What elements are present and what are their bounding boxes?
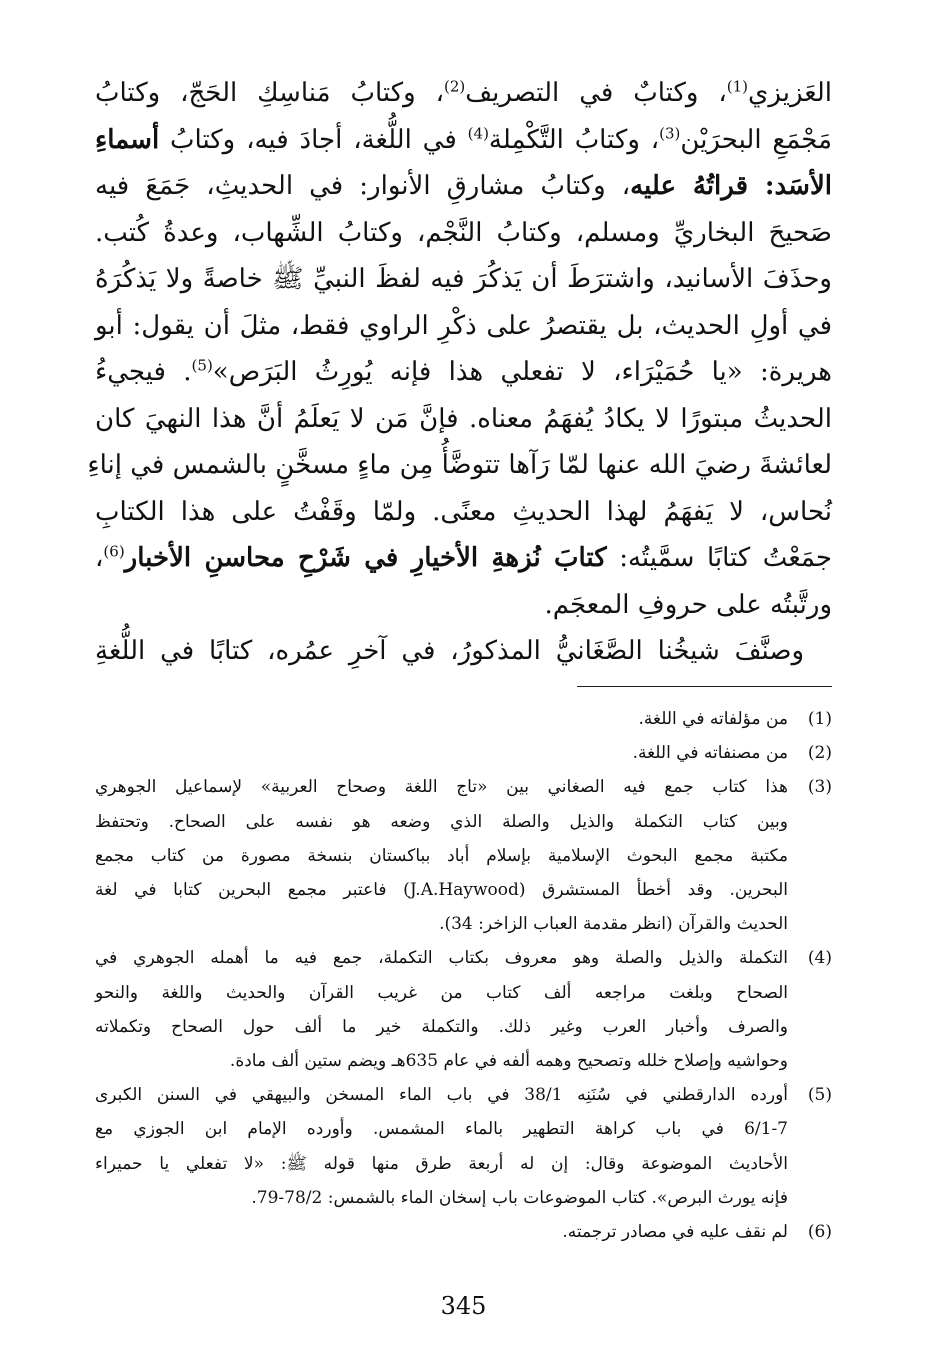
- footnote-number: (4): [807, 948, 832, 969]
- footnote-line: فإنه يورث البرص». كتاب الموضوعات باب إسخان الماء بالشمس: 78/2-79.: [251, 1187, 788, 1208]
- body-text-segment: ، وكتابُ مَناسِكِ الحَجّ، وكتابُ: [95, 78, 444, 108]
- body-line: [95, 163, 832, 210]
- footnote-line: وحواشيه وإصلاح خلله وتصحيح وهمه ألفه في عام 635هـ ويضم ستين ألف مادة.: [229, 1051, 788, 1072]
- body-text-segment: في أولِ الحديث، بل يقتصرُ على ذكْرِ الراوي فقط، مثلَ أن يقول: أبو: [95, 310, 832, 341]
- footnote-line: مكتبة مجمع البحوث الإسلامية بإسلام أباد بباكستان بنسخة مصورة من كتاب مجمع: [95, 845, 788, 866]
- body-line: [95, 117, 832, 164]
- footnote-line: والصرف وأخبار العرب وغير ذلك. والتكملة خير ما ألف حول الصحاح وتكملاته: [95, 1016, 788, 1037]
- footnote-number: (1): [807, 709, 832, 729]
- footnote-line: وبين كتاب التكملة والذيل والصلة الذي وضعه هو نفسه على الصحاح. وتحتفظ: [95, 811, 789, 832]
- body-line: [95, 210, 832, 257]
- body-text-segment: . فيجيءُ: [95, 357, 192, 387]
- footnote-line: لم نقف عليه في مصادر ترجمته.: [562, 1222, 788, 1243]
- footnote-text: [95, 1078, 788, 1215]
- body-line: [95, 349, 832, 396]
- body-line: [95, 256, 832, 303]
- footnote-line: من مصنفاته في اللغة.: [632, 743, 788, 764]
- footnote-text: [95, 736, 788, 770]
- bold-title: الأسَد: قراتُهُ عليه: [630, 171, 832, 201]
- body-text-segment: ، وكتابُ التَّكْمِلة: [488, 124, 660, 155]
- body-text-segment: وصنَّفَ شيخُنا الصَّغَانيُّ المذكورُ، في آخرِ عمُره، كتابًا في اللُّغةِ: [95, 636, 804, 666]
- footnote-line: أورده الدارقطني في سُنَنِه 38/1 في باب الماء المسخن والبيهقي في السنن الكبرى: [95, 1085, 788, 1106]
- body-line: [95, 303, 832, 350]
- footnote-text: [95, 1215, 788, 1249]
- footnote-text: [95, 770, 788, 941]
- body-text-segment: صَحيحَ البخاريِّ ومسلم، وكتابُ النَّجْم، وكتابُ الشِّهاب، وعدةُ كُتب.: [95, 217, 832, 248]
- footnote-line: من مؤلفاته في اللغة.: [638, 709, 788, 729]
- main-text-block: [87, 70, 832, 675]
- body-line: [95, 535, 832, 582]
- footnote: [95, 1078, 832, 1215]
- body-text-segment: ،: [95, 543, 104, 573]
- body-text-segment: وحذَفَ الأسانيد، واشترَطَ أن يَذكُرَ فيه لفظَ النبيِّ ﷺ خاصةً ولا يَذكُرَهُ: [95, 264, 832, 294]
- footnote-line: 6/1-7 في باب كراهة التطهير بالماء المشمس. وأورده الإمام ابن الجوزي مع: [95, 1119, 788, 1140]
- body-text-segment: نُحاس، لا يَفهَمُ لهذا الحديثِ معنًى. ولمّا وقَفْتُ على هذا الكتابِ: [95, 496, 832, 527]
- footnote-text: [95, 941, 788, 1078]
- footnote-reference: (1): [726, 77, 749, 96]
- footnote-line: البحرين. وقد أخطأ المستشرق (J.A.Haywood) فاعتبر مجمع البحرين كتابا في لغة: [95, 880, 788, 901]
- footnote-text: [95, 702, 788, 736]
- footnote: [95, 941, 832, 1078]
- footnote-reference: (3): [659, 123, 681, 142]
- footnote-line: الأحاديث الموضوعة وقال: إن له أربعة طرق منها قوله ﷺ: «لا تفعلي يا حميراء: [95, 1153, 788, 1174]
- footnote-reference: (6): [103, 542, 125, 561]
- footnote: [95, 770, 832, 941]
- footnote-reference: (5): [191, 356, 213, 375]
- footnote-line: الحديث والقرآن (انظر مقدمة العباب الزاخر: 34).: [439, 914, 788, 935]
- body-text-segment: العَزيزي: [748, 78, 832, 108]
- body-text-segment: ورتَّبتُه على حروفِ المعجَم.: [544, 589, 832, 620]
- footnotes-section: [95, 702, 832, 1249]
- footnote-line: هذا كتاب جمع فيه الصغاني بين «تاج اللغة وصحاح العربية» لإسماعيل الجوهري: [95, 777, 788, 798]
- footnote-number: (3): [807, 777, 832, 798]
- body-text-segment: هريرة: «يا حُمَيْرَاء، لا تفعلي هذا فإنه يُورِثُ البَرَص»: [212, 357, 832, 387]
- footnote-reference: (2): [443, 77, 466, 96]
- body-line: [87, 442, 832, 489]
- body-line: [95, 70, 832, 117]
- bold-title: كتابَ نُزهةِ الأخيارِ في شَرْحِ محاسنِ الأخبار: [124, 543, 607, 573]
- body-text-segment: لعائشةَ رضيَ الله عنها لمّا رَآها تتوضَّأُ مِن ماءٍ مسخَّنٍ بالشمس في إناءِ: [87, 450, 832, 480]
- footnote-number: (2): [807, 743, 832, 764]
- footnote: [95, 702, 832, 736]
- footnote-separator-rule: [577, 686, 832, 687]
- body-text-segment: جمَعْتُ كتابًا سمَّيتُه:: [606, 543, 832, 573]
- body-line: [95, 396, 832, 443]
- bold-title: أسماءِ: [95, 124, 160, 155]
- footnote-number: (5): [807, 1085, 832, 1106]
- footnote-number: (6): [807, 1222, 832, 1243]
- body-line: [95, 582, 832, 629]
- body-line: [95, 489, 832, 536]
- footnote-reference: (4): [467, 123, 489, 142]
- body-text-segment: في اللُّغة، أجادَ فيه، وكتابُ: [159, 124, 468, 155]
- body-line: [95, 628, 832, 675]
- body-text-segment: ، وكتابُ مشارقِ الأنوار: في الحديثِ، جَمَعَ فيه: [95, 171, 631, 201]
- footnote-line: الصحاح وبلغت مراجعه ألف كتاب من غريب القرآن والحديث واللغة والنحو: [95, 982, 788, 1003]
- page-number: 345: [440, 1292, 487, 1320]
- footnote-line: التكملة والذيل والصلة وهو معروف بكتاب التكملة، جمع فيه ما أهمله الجوهري في: [95, 948, 788, 969]
- footnote: [95, 1215, 832, 1249]
- footnote: [95, 736, 832, 770]
- body-text-segment: ، وكتابٌ في التصريف: [465, 78, 727, 108]
- body-text-segment: مَجْمَعِ البحرَيْن: [680, 124, 832, 155]
- body-text-segment: الحديثُ مبتورًا لا يكادُ يُفهَمُ معناه. فإنَّ مَن لا يَعلَمُ أنَّ هذا النهيَ كان: [95, 403, 832, 434]
